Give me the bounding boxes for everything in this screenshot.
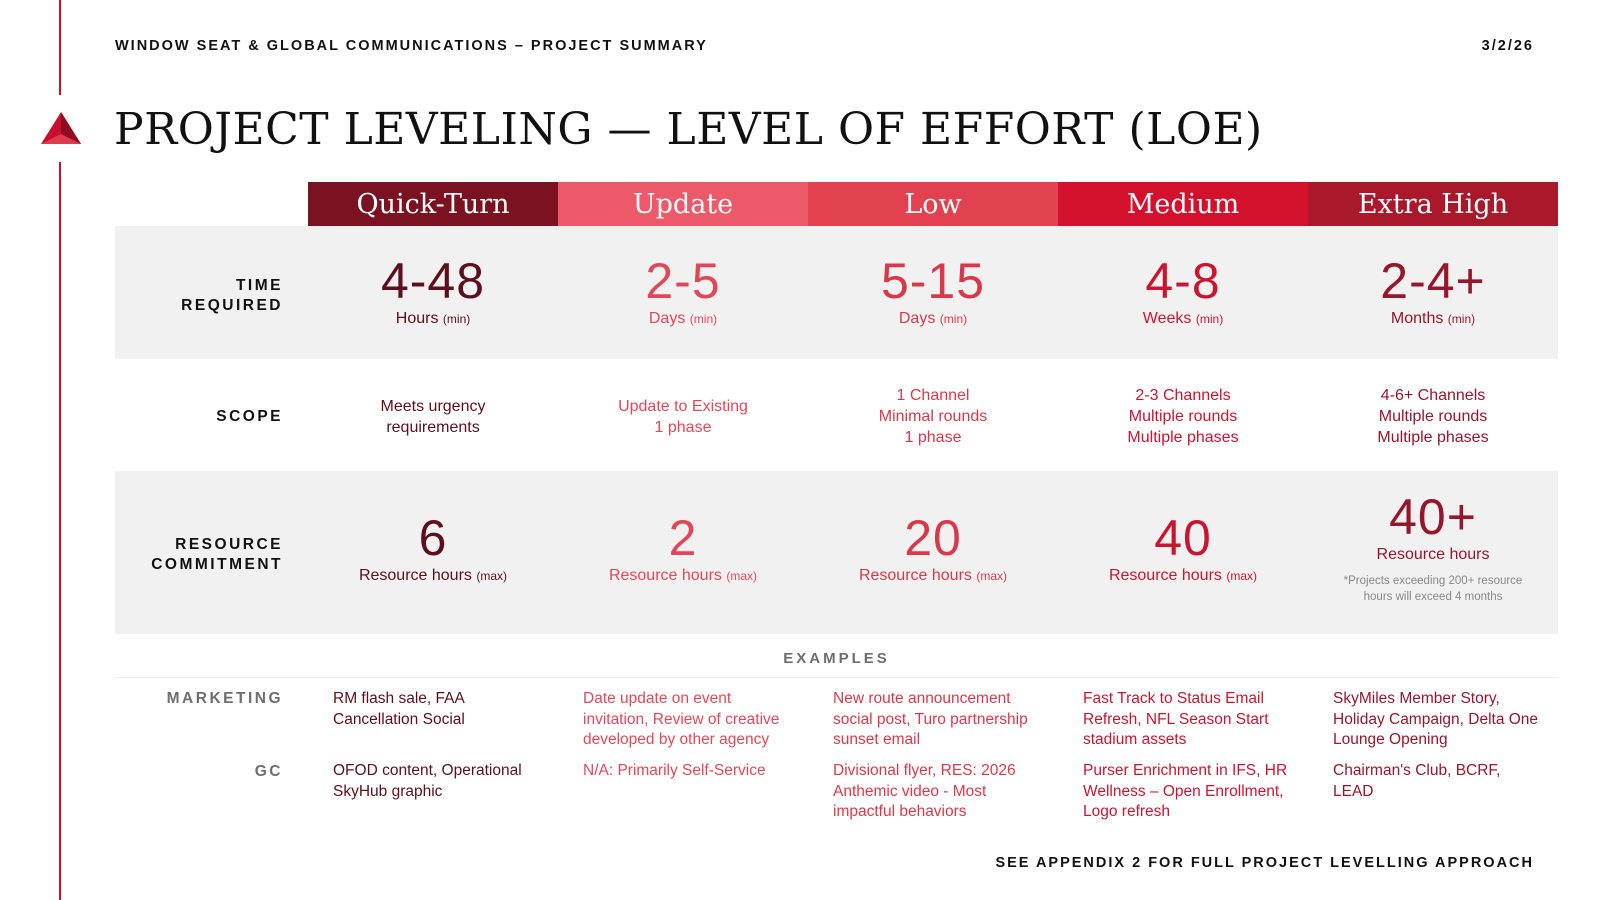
gc-example-medium: Purser Enrichment in IFS, HR Wellness – Open Enrollment, Logo refresh bbox=[1083, 762, 1288, 820]
row-label-time-line2: REQUIRED bbox=[181, 297, 283, 314]
level-header-update: Update bbox=[558, 182, 808, 226]
time-value: 5-15 bbox=[880, 253, 986, 309]
resource-unit: Resource hours bbox=[858, 567, 972, 584]
resource-unit: Resource hours bbox=[608, 567, 722, 584]
scope-line: 2-3 Channels bbox=[1135, 387, 1231, 404]
resource-qualifier: (max) bbox=[1226, 569, 1258, 583]
level-header-row bbox=[308, 182, 1558, 226]
marketing-example-low: New route announcement social post, Turo partnership sunset email bbox=[833, 690, 1028, 748]
resource-cell-medium bbox=[1058, 510, 1308, 586]
marketing-example-extra-high: SkyMiles Member Story, Holiday Campaign, Delta One Lounge Opening bbox=[1333, 690, 1539, 748]
document-header: WINDOW SEAT & GLOBAL COMMUNICATIONS – PROJECT SUMMARY bbox=[115, 38, 708, 54]
time-cell-extra-high bbox=[1308, 253, 1558, 329]
row-label-time-line1: TIME bbox=[235, 277, 283, 294]
time-unit: Days bbox=[898, 310, 936, 327]
resource-cell-quick-turn bbox=[308, 510, 558, 586]
resource-unit: Resource hours bbox=[358, 567, 472, 584]
scope-cell-medium bbox=[1058, 385, 1308, 448]
time-unit: Days bbox=[648, 310, 686, 327]
scope-line: 1 Channel bbox=[896, 387, 970, 404]
resource-value: 40+ bbox=[1389, 489, 1477, 545]
gc-example-quick-turn: OFOD content, Operational SkyHub graphic bbox=[333, 762, 522, 800]
time-value: 2-5 bbox=[645, 253, 721, 309]
scope-line: 1 phase bbox=[904, 429, 962, 446]
page-title: PROJECT LEVELING — LEVEL OF EFFORT (LOE) bbox=[114, 104, 1263, 155]
scope-line: Update to Existing bbox=[618, 398, 748, 415]
marketing-example-medium: Fast Track to Status Email Refresh, NFL Season Start stadium assets bbox=[1083, 690, 1269, 748]
document-date: 3/2/26 bbox=[1481, 38, 1534, 54]
time-qualifier: (min) bbox=[1195, 312, 1224, 326]
examples-divider bbox=[115, 677, 1558, 678]
scope-line: 4-6+ Channels bbox=[1380, 387, 1486, 404]
gc-example-low: Divisional flyer, RES: 2026 Anthemic video - Most impactful behaviors bbox=[833, 762, 1016, 820]
scope-line: 1 phase bbox=[654, 419, 712, 436]
delta-logo-icon bbox=[41, 112, 81, 146]
appendix-note: SEE APPENDIX 2 FOR FULL PROJECT LEVELLING APPROACH bbox=[995, 855, 1534, 871]
time-qualifier: (min) bbox=[689, 312, 718, 326]
marketing-example-update: Date update on event invitation, Review of creative developed by other agency bbox=[583, 690, 780, 748]
resource-footnote bbox=[1308, 573, 1558, 605]
time-value: 4-48 bbox=[380, 253, 486, 309]
examples-heading: EXAMPLES bbox=[783, 650, 890, 667]
scope-line: requirements bbox=[386, 419, 480, 436]
time-unit: Hours bbox=[395, 310, 439, 327]
resource-footnote-line: hours will exceed 4 months bbox=[1363, 591, 1503, 603]
gc-example-extra-high: Chairman's Club, BCRF, LEAD bbox=[1333, 762, 1501, 800]
scope-line: Multiple rounds bbox=[1378, 408, 1488, 425]
row-label-scope: SCOPE bbox=[216, 408, 283, 425]
resource-unit: Resource hours bbox=[1108, 567, 1222, 584]
resource-value: 40 bbox=[1154, 510, 1212, 566]
resource-footnote-line: *Projects exceeding 200+ resource bbox=[1343, 575, 1523, 587]
marketing-example-quick-turn: RM flash sale, FAA Cancellation Social bbox=[333, 690, 465, 728]
scope-line: Meets urgency bbox=[380, 398, 486, 415]
scope-line: Minimal rounds bbox=[878, 408, 988, 425]
time-unit: Weeks bbox=[1142, 310, 1192, 327]
level-header-medium: Medium bbox=[1058, 182, 1308, 226]
time-cell-update bbox=[558, 253, 808, 329]
examples-label-gc: GC bbox=[254, 763, 283, 780]
resource-cell-update bbox=[558, 510, 808, 586]
accent-line-bottom bbox=[59, 162, 61, 900]
time-cell-medium bbox=[1058, 253, 1308, 329]
row-label-resource-line1: RESOURCE bbox=[175, 536, 283, 553]
examples-label-marketing: MARKETING bbox=[166, 690, 283, 707]
time-qualifier: (min) bbox=[442, 312, 471, 326]
time-value: 2-4+ bbox=[1380, 253, 1486, 309]
row-label-time bbox=[115, 276, 283, 316]
scope-line: Multiple phases bbox=[1377, 429, 1489, 446]
scope-cell-low bbox=[808, 385, 1058, 448]
scope-cell-quick-turn bbox=[308, 396, 558, 438]
level-header-extra-high: Extra High bbox=[1308, 182, 1558, 226]
resource-cell-low bbox=[808, 510, 1058, 586]
level-header-quick-turn: Quick-Turn bbox=[308, 182, 558, 226]
resource-cell-extra-high bbox=[1308, 489, 1558, 605]
time-value: 4-8 bbox=[1145, 253, 1221, 309]
resource-value: 2 bbox=[668, 510, 698, 566]
resource-value: 20 bbox=[904, 510, 962, 566]
scope-cell-update bbox=[558, 396, 808, 438]
scope-cell-extra-high bbox=[1308, 385, 1558, 448]
time-unit: Months bbox=[1390, 310, 1444, 327]
time-cell-low bbox=[808, 253, 1058, 329]
resource-qualifier: (max) bbox=[476, 569, 508, 583]
time-cell-quick-turn bbox=[308, 253, 558, 329]
scope-line: Multiple rounds bbox=[1128, 408, 1238, 425]
resource-value: 6 bbox=[418, 510, 448, 566]
scope-line: Multiple phases bbox=[1127, 429, 1239, 446]
resource-unit: Resource hours bbox=[1376, 546, 1490, 563]
resource-qualifier: (max) bbox=[726, 569, 758, 583]
accent-line-top bbox=[59, 0, 61, 95]
level-header-low: Low bbox=[808, 182, 1058, 226]
resource-qualifier: (max) bbox=[976, 569, 1008, 583]
gc-example-update: N/A: Primarily Self-Service bbox=[583, 762, 766, 779]
time-qualifier: (min) bbox=[1447, 312, 1476, 326]
time-qualifier: (min) bbox=[939, 312, 968, 326]
row-label-resource-line2: COMMITMENT bbox=[151, 556, 283, 573]
row-label-resource bbox=[115, 535, 283, 575]
